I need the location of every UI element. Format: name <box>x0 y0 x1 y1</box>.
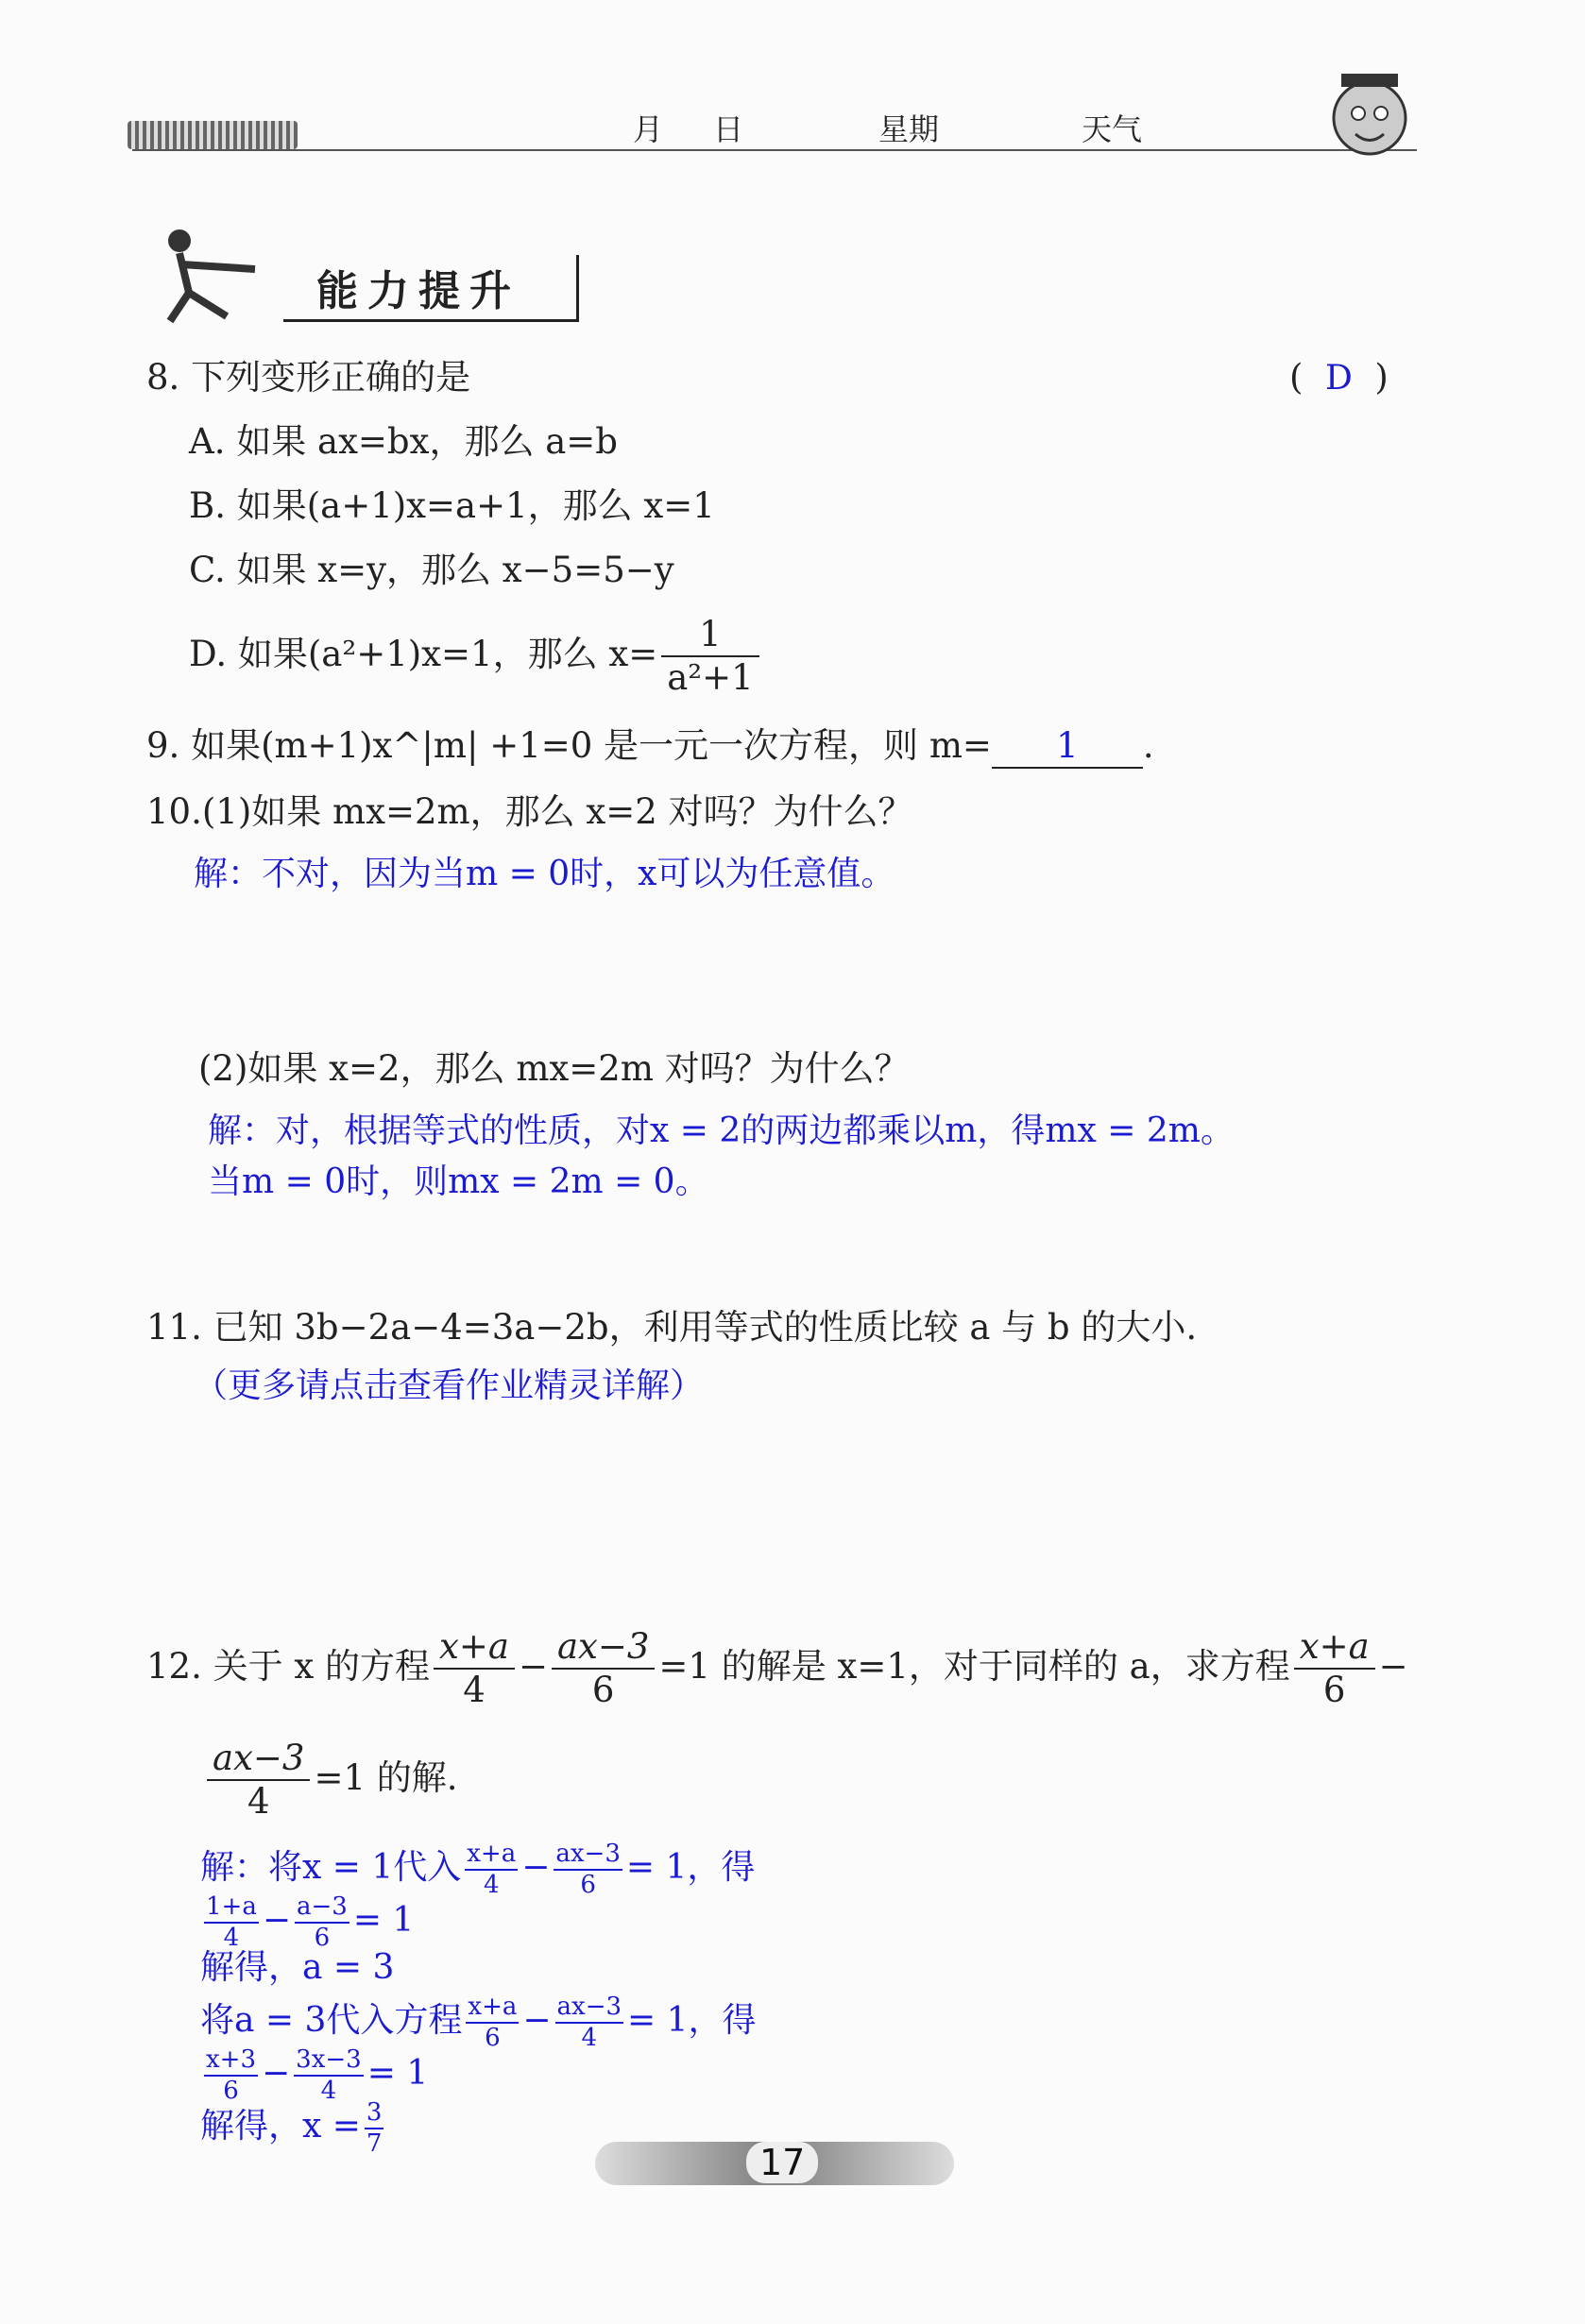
sol-l1-minus: − <box>521 1848 551 1888</box>
mascot-icon <box>1313 57 1426 161</box>
sol-l1-f1d: 4 <box>483 1871 500 1900</box>
sol-l5-end: = 1 <box>366 2054 429 2094</box>
sol-l5-f1d: 6 <box>223 2077 239 2106</box>
header-month: 月 <box>633 111 664 147</box>
q9-answer: 1 <box>992 725 1143 769</box>
sol-l4-minus: − <box>522 2001 552 2041</box>
page-number: 17 <box>746 2142 818 2183</box>
q8-option-d-text: D. 如果(a²+1)x=1，那么 x= <box>189 633 658 674</box>
q11-note[interactable]: （更多请点击查看作业精灵详解） <box>194 1366 705 1405</box>
q12-f1-num: x+a <box>434 1626 515 1670</box>
sol-l4-f2d: 4 <box>581 2024 598 2053</box>
q12-f4-den: 4 <box>247 1781 270 1823</box>
sol-l1-frac1 <box>465 1840 518 1900</box>
q10-answer1: 解：不对，因为当m = 0时，x可以为任意值。 <box>194 855 895 893</box>
sol-l2-f2n: a−3 <box>295 1892 349 1924</box>
sol-l4-frac2 <box>555 1993 624 2053</box>
solution-line3: 解得，a = 3 <box>200 1948 395 1987</box>
q12-f4-num: ax−3 <box>207 1738 310 1781</box>
sol-l2-minus: − <box>262 1901 291 1941</box>
solution-line2 <box>200 1892 414 1953</box>
q8-answer-bracket: ( D ) <box>1289 357 1389 398</box>
q12-frac1 <box>434 1626 515 1712</box>
sol-l5-frac1 <box>204 2045 258 2106</box>
sol-l5-f2n: 3x−3 <box>294 2045 364 2077</box>
q8-option-c: C. 如果 x=y，那么 x−5=5−y <box>189 550 674 590</box>
header-decoration <box>128 121 298 149</box>
sol-l2-frac2 <box>295 1892 349 1953</box>
q10-part2: (2)如果 x=2，那么 mx=2m 对吗？为什么？ <box>198 1048 910 1089</box>
q8-option-b: B. 如果(a+1)x=a+1，那么 x=1 <box>189 485 715 526</box>
q12-frac2 <box>552 1626 655 1712</box>
header-weekday: 星期 <box>878 111 940 147</box>
sol-l6-fd: 7 <box>366 2129 383 2159</box>
q12-mid: =1 的解是 x=1，对于同样的 a，求方程 <box>658 1645 1290 1687</box>
q12-tail: − <box>1378 1645 1408 1687</box>
q12-f1-den: 4 <box>463 1670 486 1711</box>
q12-f2-num: ax−3 <box>552 1626 655 1670</box>
sol-l2-frac1 <box>204 1892 259 1953</box>
sol-l5-minus: − <box>262 2054 291 2094</box>
q12-f2-den: 6 <box>591 1670 615 1711</box>
q9-stem: 9. 如果(m+1)x^|m| +1=0 是一元一次方程，则 m= <box>146 725 992 766</box>
q10-answer2-line2: 当m = 0时，则mx = 2m = 0。 <box>208 1162 709 1201</box>
sol-l4-f1d: 6 <box>485 2024 501 2053</box>
solution-line5 <box>200 2045 428 2106</box>
header-day: 日 <box>713 111 744 147</box>
q11-stem: 11. 已知 3b−2a−4=3a−2b，利用等式的性质比较 a 与 b 的大小. <box>146 1307 1198 1348</box>
header-weather: 天气 <box>1082 111 1143 147</box>
q12-minus: − <box>518 1645 548 1687</box>
section-title: 能力提升 <box>316 267 520 315</box>
sol-l4-f2n: ax−3 <box>555 1993 624 2024</box>
sol-l2-f1n: 1+a <box>204 1892 259 1924</box>
sol-l6-fn: 3 <box>365 2098 384 2129</box>
q10-part1: 10.(1)如果 mx=2m，那么 x=2 对吗？为什么？ <box>146 791 913 832</box>
sol-l5-f1n: x+3 <box>204 2045 258 2077</box>
q8-answer: D <box>1324 359 1353 398</box>
sol-l6-frac <box>365 2098 384 2159</box>
q12-end: =1 的解. <box>314 1756 458 1798</box>
solution-line6 <box>200 2098 387 2159</box>
q12-f3-den: 6 <box>1322 1670 1346 1711</box>
sol-l1-f2d: 6 <box>580 1871 596 1900</box>
solution-line1 <box>200 1840 755 1900</box>
q12-f3-num: x+a <box>1294 1626 1375 1670</box>
sol-l1-text: 解：将x = 1代入 <box>200 1848 462 1888</box>
q12-frac3 <box>1294 1626 1375 1712</box>
q8-option-d-fraction <box>661 614 758 700</box>
q12-line1 <box>146 1626 1408 1712</box>
q9-line <box>146 725 1154 769</box>
sol-l6-text: 解得，x = <box>200 2107 361 2146</box>
sol-l1-f1n: x+a <box>465 1840 518 1871</box>
q12-prefix: 12. 关于 x 的方程 <box>146 1645 430 1687</box>
q12-frac4 <box>207 1738 310 1824</box>
q8-stem: 8. 下列变形正确的是 <box>146 357 471 398</box>
runner-icon <box>151 227 293 331</box>
sol-l4-f1n: x+a <box>466 1993 519 2024</box>
sol-l1-f2n: ax−3 <box>554 1840 622 1871</box>
solution-line4 <box>200 1993 757 2053</box>
q8-d-denominator: a²+1 <box>667 657 754 699</box>
sol-l2-f1d: 4 <box>223 1924 240 1953</box>
q12-line2 <box>203 1738 458 1824</box>
sol-l2-f2d: 6 <box>314 1924 331 1953</box>
header-rule <box>132 149 1417 151</box>
q8-d-numerator: 1 <box>661 614 758 657</box>
q10-answer2-line1: 解：对，根据等式的性质，对x = 2的两边都乘以m，得mx = 2m。 <box>208 1111 1235 1150</box>
sol-l4-text: 将a = 3代入方程 <box>200 2001 463 2041</box>
q9-end: . <box>1142 725 1154 766</box>
sol-l1-frac2 <box>554 1840 622 1900</box>
sol-l2-end: = 1 <box>352 1901 415 1941</box>
sol-l1-end: = 1，得 <box>625 1848 756 1888</box>
sol-l5-f2d: 4 <box>320 2077 337 2106</box>
q8-option-d <box>189 614 763 700</box>
sol-l4-end: = 1，得 <box>627 2001 757 2041</box>
sol-l5-frac2 <box>294 2045 364 2106</box>
q8-option-a: A. 如果 ax=bx，那么 a=b <box>189 421 618 462</box>
sol-l4-frac1 <box>466 1993 519 2053</box>
